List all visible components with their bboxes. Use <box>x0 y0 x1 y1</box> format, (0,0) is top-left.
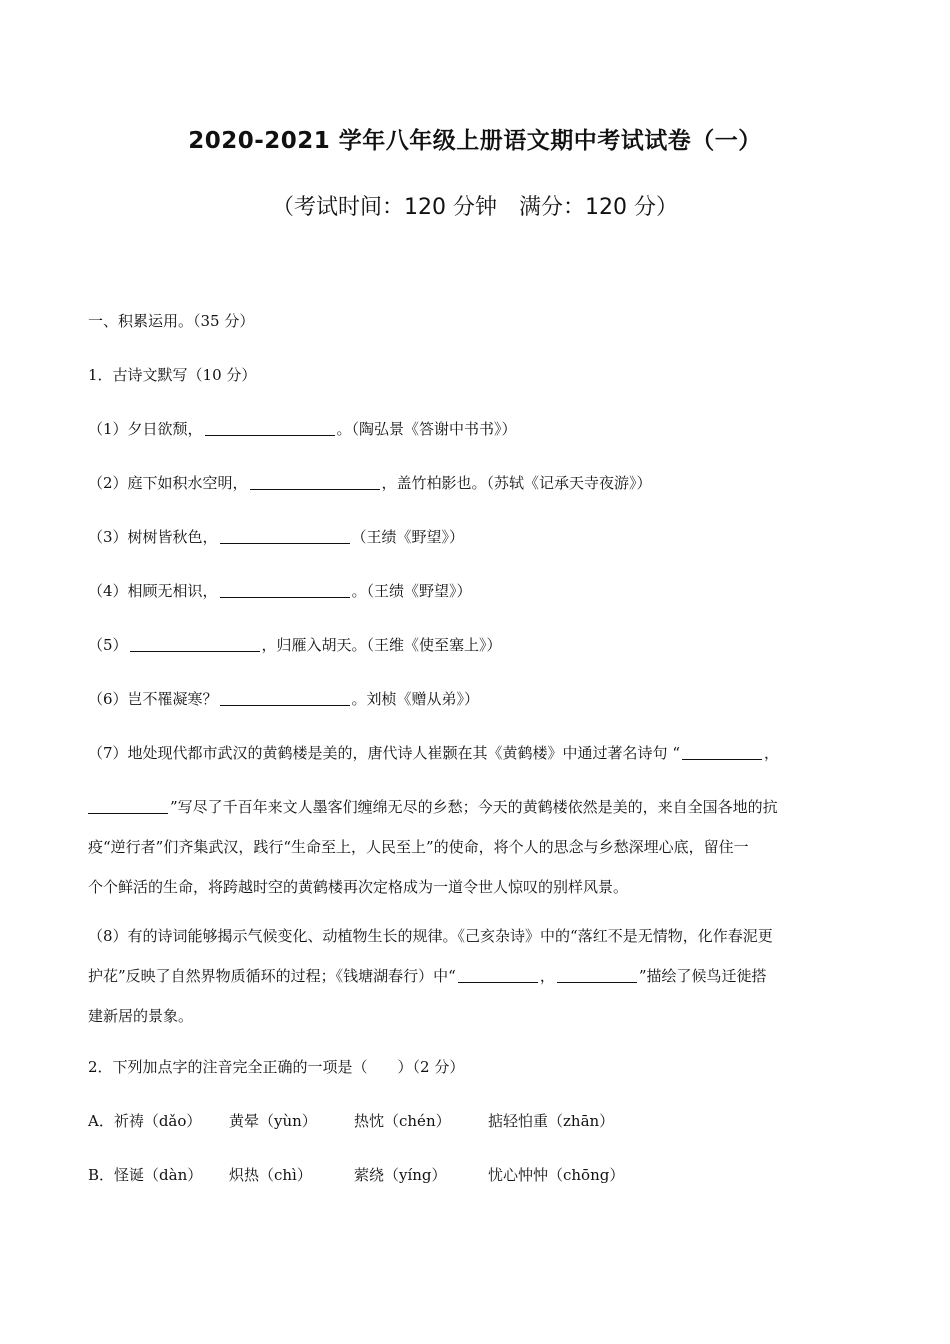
answer-blank[interactable] <box>220 528 350 544</box>
item-text-pre: （6）岂不罹凝寒？ <box>88 690 218 708</box>
answer-blank[interactable] <box>88 798 168 814</box>
option-a-part-2: 黄晕（yùn） <box>229 1112 317 1130</box>
item-7-text-c: ”写尽了千百年来文人墨客们缠绵无尽的乡愁；今天的黄鹤楼依然是美的，来自全国各地的抗 <box>170 798 778 816</box>
answer-blank[interactable] <box>130 636 260 652</box>
item-text-pre: （1）夕日欲颓， <box>88 420 203 438</box>
item-8-text-b: ， <box>539 967 555 985</box>
item-7-line-2 <box>88 787 868 827</box>
item-7-line-1 <box>88 733 868 773</box>
item-7-line-3: 疫“逆行者”们齐集武汉，践行“生命至上，人民至上”的使命，将个人的思念与乡愁深埋心底，留住一 <box>88 838 749 856</box>
question-1-heading: 1．古诗文默写（10 分） <box>88 366 257 384</box>
item-text-post: ，盖竹柏影也。（苏轼《记承天寺夜游》） <box>381 474 652 492</box>
item-7-text-b: ， <box>763 744 779 762</box>
option-b-part-3: 萦绕（yíng） <box>354 1166 447 1184</box>
section-heading: 一、积累运用。（35 分） <box>88 312 255 330</box>
item-text-post: 。刘桢《赠从弟》） <box>351 690 480 708</box>
option-b-part-4: 忧心忡忡（chōng） <box>488 1166 625 1184</box>
answer-blank[interactable] <box>250 474 380 490</box>
question-2-heading: 2．下列加点字的注音完全正确的一项是（ ）（2 分） <box>88 1058 465 1076</box>
answer-blank[interactable] <box>220 582 350 598</box>
answer-blank[interactable] <box>458 967 538 983</box>
question-2-option-a[interactable] <box>88 1111 868 1131</box>
answer-blank[interactable] <box>557 967 637 983</box>
answer-blank[interactable] <box>220 690 350 706</box>
option-a-part-1: A．祈祷（dǎo） <box>88 1112 202 1130</box>
option-a-part-4: 掂轻怕重（zhān） <box>488 1112 615 1130</box>
page-title: 2020-2021 学年八年级上册语文期中考试试卷（一） <box>188 128 762 154</box>
question-1-item-8 <box>88 916 868 1036</box>
question-1-item-6 <box>88 689 868 709</box>
item-text-pre: （4）相顾无相识， <box>88 582 218 600</box>
question-1-item-5 <box>88 635 868 655</box>
question-2-option-b[interactable] <box>88 1165 868 1185</box>
item-8-line-1: （8）有的诗词能够揭示气候变化、动植物生长的规律。《己亥杂诗》中的“落红不是无情物，化作春泥更 <box>88 927 773 945</box>
question-1-item-1 <box>88 419 868 439</box>
answer-blank[interactable] <box>682 744 762 760</box>
option-b-part-2: 炽热（chì） <box>229 1166 312 1184</box>
item-text-post: 。（王绩《野望》） <box>351 582 472 600</box>
item-text-post: 。（陶弘景《答谢中书书》） <box>336 420 517 438</box>
item-8-line-3: 建新居的景象。 <box>88 1007 194 1025</box>
page-subtitle: （考试时间：120 分钟 满分：120 分） <box>272 195 678 220</box>
question-1-item-2 <box>88 473 868 493</box>
item-text-post: （王绩《野望》） <box>351 528 465 546</box>
item-text-pre: （3）树树皆秋色， <box>88 528 218 546</box>
item-8-text-a: 护花”反映了自然界物质循环的过程；《钱塘湖春行）中“ <box>88 967 456 985</box>
item-text-post: ，归雁入胡天。（王维《使至塞上》） <box>261 636 502 654</box>
item-7-line-4: 个个鲜活的生命，将跨越时空的黄鹤楼再次定格成为一道令世人惊叹的别样风景。 <box>88 878 629 896</box>
question-1-item-4 <box>88 581 868 601</box>
question-1-item-3 <box>88 527 868 547</box>
item-7-text-a: （7）地处现代都市武汉的黄鹤楼是美的，唐代诗人崔颢在其《黄鹤楼》中通过著名诗句 “ <box>88 744 680 762</box>
answer-blank[interactable] <box>205 420 335 436</box>
item-8-line-2 <box>88 956 868 996</box>
option-a-part-3: 热忱（chén） <box>354 1112 451 1130</box>
question-1-item-7 <box>88 733 868 907</box>
item-text-pre: （5） <box>88 636 128 654</box>
option-b-part-1: B．怪诞（dàn） <box>88 1166 203 1184</box>
item-text-pre: （2）庭下如积水空明， <box>88 474 248 492</box>
item-8-text-c: ”描绘了候鸟迁徙搭 <box>638 967 767 985</box>
